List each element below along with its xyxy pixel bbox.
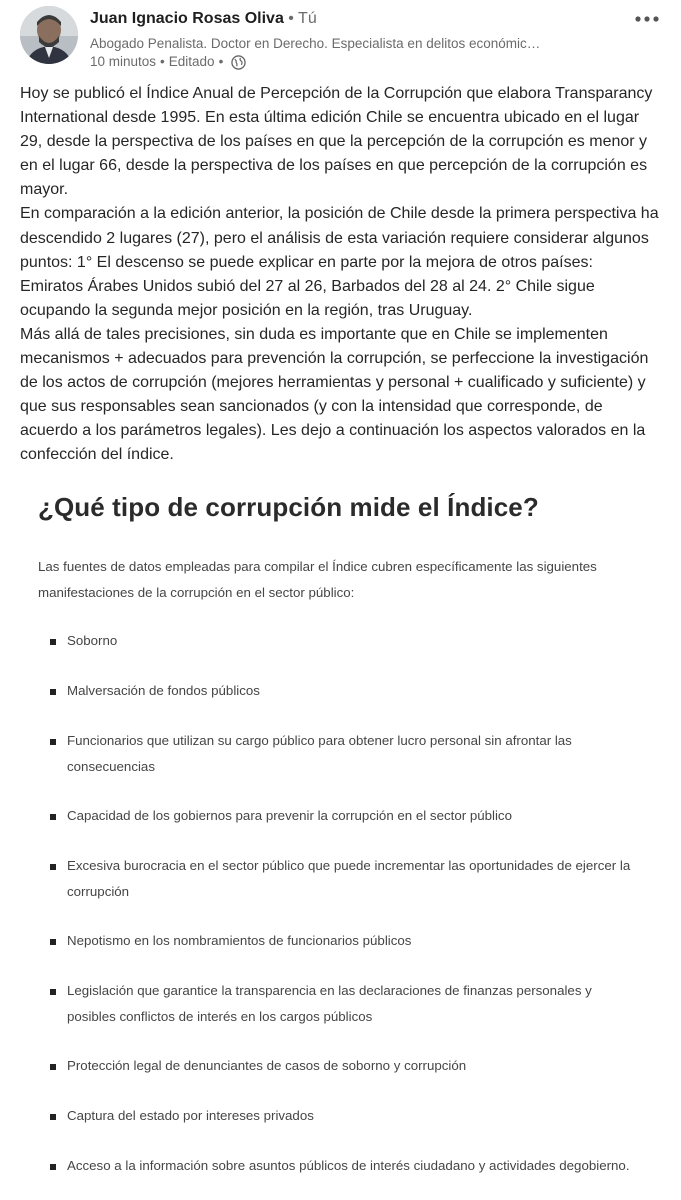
bullet [50,1114,56,1120]
more-options-button[interactable] [630,8,664,30]
avatar[interactable] [20,6,78,64]
author-headline: Abogado Penalista. Doctor en Derecho. Especialista en delitos económic… [90,36,541,51]
list-item [48,928,638,954]
list-item [48,628,638,654]
image-intro: Las fuentes de datos empleadas para compilar el Índice cubren específicamente las siguientes manifestaciones de la corrupción en el sector público: [38,559,597,600]
list-item [48,728,638,779]
post-paragraph: Hoy se publicó el Índice Anual de Percepción de la Corrupción que elabora Transparancy International desde 1995. En esta última edición Chile se encuentra ubicado en el lugar 29, desde la perspectiva de los países en que la percepción de la corrupción es menor y en el lugar 66, desde la perspectiva de los países en que percepción de la corrupción es mayor. [20,85,653,199]
image-title: ¿Qué tipo de corrupción mide el Índice? [38,492,539,522]
list-item [48,1103,638,1129]
post-paragraph: Más allá de tales precisiones, sin duda es importante que en Chile se implementen mecanismos + adecuados para prevención la corrupción, se perfeccione la investigación de los actos de corrupción (mejores herramientas y personal + cualificado y suficiente) y que sus responsables sean sancionados (y con la intensidad que corresponde, de acuerdo a los parámetros legales). Les dejo a continuación los aspectos valorados en la confección del índice. [20,325,649,464]
bullet [50,814,56,820]
bullet [50,989,56,995]
list-item-text: Nepotismo en los nombramientos de funcionarios públicos [67,933,412,948]
list-item [48,678,638,704]
meta-separator: • [218,54,224,69]
globe-icon [231,55,246,70]
bullet [50,864,56,870]
post-header [0,0,681,80]
edited-label: Editado [168,54,215,69]
post-meta [90,53,246,71]
bullet [50,1064,56,1070]
list-item-text: Capacidad de los gobiernos para prevenir la corrupción en el sector público [67,808,512,823]
list-item [48,853,638,904]
list-item [48,803,638,829]
post-time: 10 minutos [90,54,157,69]
list-item-text: Funcionarios que utilizan su cargo público para obtener lucro personal sin afrontar las consecuencias [67,733,572,774]
bullet [50,939,56,945]
post-paragraph: En comparación a la edición anterior, la posición de Chile desde la primera perspectiva ha descendido 2 lugares (27), pero el análisis de esta variación requiere considerar algunos puntos: 1° El descenso se puede explicar en parte por la mejora de otros países: Emiratos Árabes Unidos subió del 27 al 26, Barbados del 28 al 24. 2° Chile sigue ocupando la segunda mejor posición en la región, tras Uruguay. [20,205,659,319]
bullet [50,689,56,695]
bullet [50,739,56,745]
list-item [48,978,638,1029]
author-relation: • Tú [283,10,317,27]
post-text [20,82,660,468]
meta-separator: • [160,54,165,69]
avatar-photo [20,6,78,64]
list-item-text: Captura del estado por intereses privados [67,1108,314,1123]
post-image[interactable] [0,484,681,1200]
ellipsis-icon [634,15,660,23]
list-item-text: Acceso a la información sobre asuntos públicos de interés ciudadano y actividades degobierno. [67,1158,630,1173]
author-line [90,9,317,29]
list-item-text: Malversación de fondos públicos [67,683,260,698]
author-name[interactable]: Juan Ignacio Rosas Oliva [90,10,284,27]
list-item-text: Soborno [67,633,118,648]
bullet [50,1164,56,1170]
list-item [48,1053,638,1079]
list-item-text: Protección legal de denunciantes de casos de soborno y corrupción [67,1058,467,1073]
list-item-text: Excesiva burocracia en el sector público que puede incrementar las oportunidades de ejercer la corrupción [67,858,631,899]
bullet [50,639,56,645]
list-item [48,1153,638,1179]
list-item-text: Legislación que garantice la transparencia en las declaraciones de finanzas personales y posibles conflictos de interés en los cargos públicos [67,983,592,1024]
